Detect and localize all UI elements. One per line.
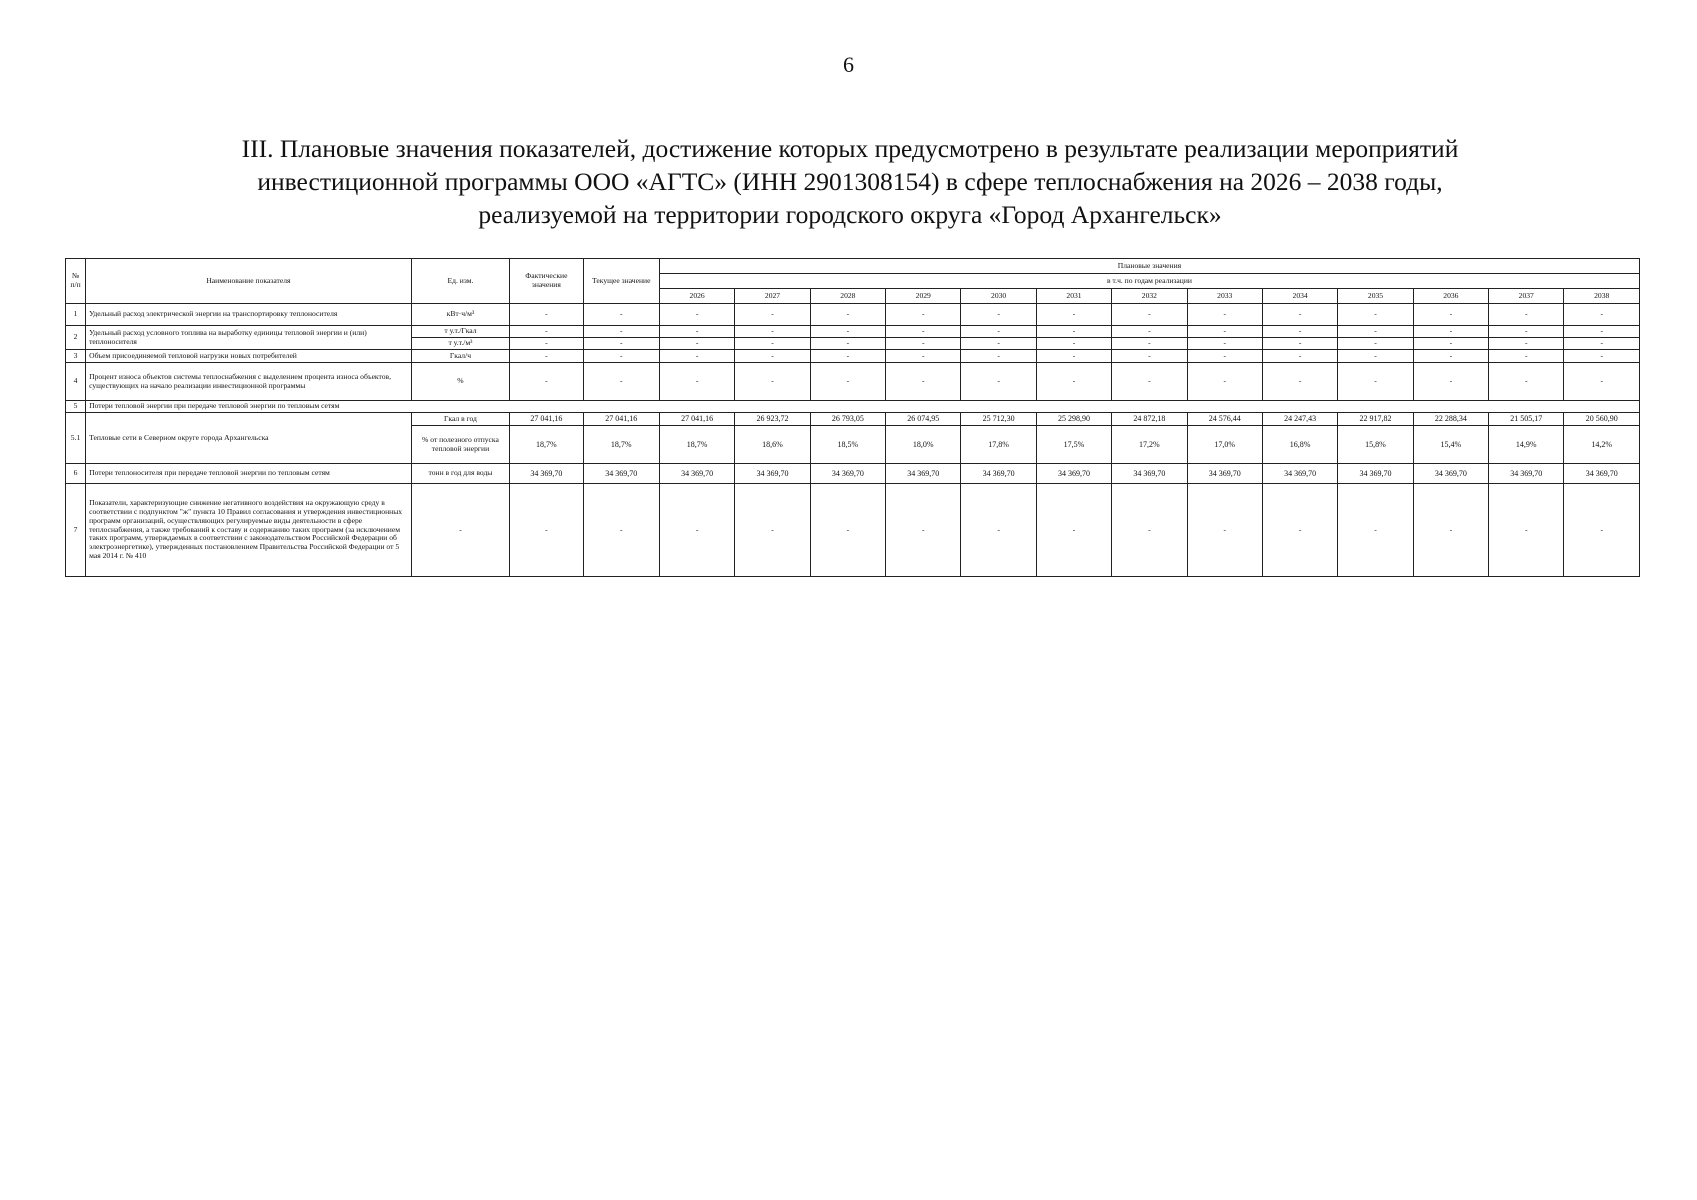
cell-value: - — [583, 326, 659, 338]
cell-value: - — [583, 304, 659, 326]
indicators-table — [65, 258, 1640, 577]
cell-value: 22 288,34 — [1413, 413, 1488, 426]
row-name: Показатели, характеризующие снижение негативного воздействия на окружающую среду в соответствии с подпунктом "ж" пункта 10 Правил согласования и утверждения инвестиционных программ организаций, осуществляющих регулируемые виды деятельности в сфере теплоснабжения, а также требований к составу и содержанию таких программ (за исключением таких программ, утверждаемых в соответствии с законодательством Российской Федерации об электроэнергетике), утвержденных постановлением Правительства Российской Федерации от 5 мая 2014 г. № 410 — [86, 484, 412, 577]
cell-value: - — [1413, 338, 1488, 350]
cell-value: - — [810, 304, 885, 326]
header-num: № п/п — [66, 259, 86, 304]
cell-value: - — [1489, 350, 1564, 363]
header-current: Текущее значение — [583, 259, 659, 304]
cell-value: - — [1413, 304, 1488, 326]
cell-value: - — [510, 338, 583, 350]
header-actual: Фактические значения — [510, 259, 583, 304]
row-unit: Гкал в год — [411, 413, 509, 426]
cell-value: 17,2% — [1112, 426, 1187, 464]
page-number: 6 — [843, 52, 854, 77]
table-row — [66, 401, 1640, 413]
header-year: 2030 — [961, 289, 1036, 304]
header-by-years: в т.ч. по годам реализации — [659, 274, 1639, 289]
cell-value: - — [735, 350, 810, 363]
header-year: 2029 — [886, 289, 961, 304]
table-row — [66, 484, 1640, 577]
cell-value: - — [1112, 363, 1187, 401]
cell-value: - — [735, 338, 810, 350]
cell-value: - — [1262, 363, 1337, 401]
cell-value: - — [735, 326, 810, 338]
cell-value: - — [961, 350, 1036, 363]
cell-value: - — [1262, 338, 1337, 350]
table-row — [66, 363, 1640, 401]
cell-value: - — [1187, 363, 1262, 401]
row-unit: Гкал/ч — [411, 350, 509, 363]
header-year: 2031 — [1036, 289, 1111, 304]
header-year: 2038 — [1564, 289, 1640, 304]
document-title — [120, 132, 1580, 231]
row-name: Удельный расход условного топлива на выработку единицы тепловой энергии и (или) теплоносителя — [86, 326, 412, 350]
cell-value: 34 369,70 — [1413, 464, 1488, 484]
cell-value: - — [1187, 338, 1262, 350]
row-name: Потери теплоносителя при передаче тепловой энергии по тепловым сетям — [86, 464, 412, 484]
cell-value: 18,0% — [886, 426, 961, 464]
cell-value: - — [1036, 326, 1111, 338]
cell-value: - — [1187, 304, 1262, 326]
row-unit: % от полезного отпуска тепловой энергии — [411, 426, 509, 464]
cell-value: - — [1036, 350, 1111, 363]
cell-value: - — [886, 338, 961, 350]
row-name: Удельный расход электрической энергии на транспортировку теплоносителя — [86, 304, 412, 326]
cell-value: - — [886, 484, 961, 577]
row-unit: % — [411, 363, 509, 401]
cell-value: - — [510, 304, 583, 326]
title-line-2: инвестиционной программы ООО «АГТС» (ИНН 2901308154) в сфере теплоснабжения на 2026 – 2038 годы, — [257, 167, 1443, 196]
cell-value: - — [659, 338, 734, 350]
cell-value: 18,7% — [659, 426, 734, 464]
cell-value: 34 369,70 — [886, 464, 961, 484]
cell-value: - — [659, 484, 734, 577]
cell-value: - — [510, 484, 583, 577]
cell-value: - — [1489, 363, 1564, 401]
cell-value: - — [1338, 363, 1413, 401]
cell-value: - — [510, 350, 583, 363]
header-year: 2032 — [1112, 289, 1187, 304]
cell-value: - — [961, 363, 1036, 401]
cell-value: - — [1112, 350, 1187, 363]
cell-value: - — [810, 326, 885, 338]
cell-value: - — [886, 304, 961, 326]
cell-value: 34 369,70 — [510, 464, 583, 484]
cell-value: - — [961, 484, 1036, 577]
cell-value: 34 369,70 — [659, 464, 734, 484]
cell-value: - — [1112, 484, 1187, 577]
cell-value: - — [1564, 304, 1640, 326]
cell-value: - — [1112, 326, 1187, 338]
cell-value: - — [810, 350, 885, 363]
row-num: 6 — [66, 464, 86, 484]
row-name: Потери тепловой энергии при передаче тепловой энергии по тепловым сетям — [86, 401, 1640, 413]
cell-value: 26 793,05 — [810, 413, 885, 426]
cell-value: - — [1262, 350, 1337, 363]
cell-value: - — [1564, 363, 1640, 401]
cell-value: - — [810, 363, 885, 401]
cell-value: - — [510, 363, 583, 401]
cell-value: - — [510, 326, 583, 338]
cell-value: - — [886, 363, 961, 401]
cell-value: 34 369,70 — [1489, 464, 1564, 484]
cell-value: 34 369,70 — [810, 464, 885, 484]
cell-value: - — [1112, 338, 1187, 350]
cell-value: 26 074,95 — [886, 413, 961, 426]
row-num: 7 — [66, 484, 86, 577]
cell-value: 18,7% — [583, 426, 659, 464]
header-unit: Ед. изм. — [411, 259, 509, 304]
cell-value: - — [1564, 350, 1640, 363]
table-row — [66, 304, 1640, 326]
cell-value: 25 298,90 — [1036, 413, 1111, 426]
cell-value: - — [659, 304, 734, 326]
cell-value: - — [735, 484, 810, 577]
cell-value: - — [1338, 338, 1413, 350]
cell-value: 34 369,70 — [1036, 464, 1111, 484]
cell-value: - — [1338, 326, 1413, 338]
cell-value: - — [659, 326, 734, 338]
cell-value: - — [1338, 350, 1413, 363]
cell-value: 27 041,16 — [659, 413, 734, 426]
cell-value: - — [1112, 304, 1187, 326]
cell-value: 17,0% — [1187, 426, 1262, 464]
cell-value: - — [583, 350, 659, 363]
cell-value: - — [735, 304, 810, 326]
cell-value: - — [1262, 326, 1337, 338]
cell-value: 15,4% — [1413, 426, 1488, 464]
cell-value: 16,8% — [1262, 426, 1337, 464]
table-row — [66, 413, 1640, 426]
header-year: 2027 — [735, 289, 810, 304]
cell-value: - — [1413, 350, 1488, 363]
cell-value: - — [1413, 326, 1488, 338]
cell-value: 34 369,70 — [1187, 464, 1262, 484]
cell-value: 24 576,44 — [1187, 413, 1262, 426]
cell-value: - — [659, 350, 734, 363]
cell-value: - — [583, 363, 659, 401]
cell-value: - — [735, 363, 810, 401]
cell-value: - — [961, 304, 1036, 326]
cell-value: - — [1338, 484, 1413, 577]
cell-value: 14,9% — [1489, 426, 1564, 464]
cell-value: 26 923,72 — [735, 413, 810, 426]
row-unit: т у.т./м³ — [411, 338, 509, 350]
cell-value: - — [1036, 484, 1111, 577]
cell-value: - — [1036, 304, 1111, 326]
cell-value: - — [583, 338, 659, 350]
cell-value: - — [1489, 304, 1564, 326]
header-year: 2036 — [1413, 289, 1488, 304]
cell-value: - — [1187, 484, 1262, 577]
cell-value: - — [810, 484, 885, 577]
cell-value: 34 369,70 — [583, 464, 659, 484]
table-row — [66, 350, 1640, 363]
cell-value: 14,2% — [1564, 426, 1640, 464]
cell-value: - — [1564, 326, 1640, 338]
cell-value: 27 041,16 — [583, 413, 659, 426]
cell-value: 24 872,18 — [1112, 413, 1187, 426]
cell-value: - — [1413, 484, 1488, 577]
cell-value: 18,5% — [810, 426, 885, 464]
row-unit: тонн в год для воды — [411, 464, 509, 484]
row-num: 5.1 — [66, 413, 86, 464]
cell-value: 25 712,30 — [961, 413, 1036, 426]
cell-value: - — [1564, 484, 1640, 577]
cell-value: - — [961, 326, 1036, 338]
cell-value: 34 369,70 — [1564, 464, 1640, 484]
cell-value: - — [1413, 363, 1488, 401]
row-name: Тепловые сети в Северном округе города Архангельска — [86, 413, 412, 464]
cell-value: - — [810, 338, 885, 350]
row-num: 3 — [66, 350, 86, 363]
table-row — [66, 326, 1640, 338]
table-row — [66, 464, 1640, 484]
cell-value: 34 369,70 — [735, 464, 810, 484]
cell-value: - — [1036, 363, 1111, 401]
cell-value: - — [1489, 326, 1564, 338]
header-year: 2034 — [1262, 289, 1337, 304]
row-num: 5 — [66, 401, 86, 413]
header-year: 2028 — [810, 289, 885, 304]
cell-value: 15,8% — [1338, 426, 1413, 464]
cell-value: 22 917,82 — [1338, 413, 1413, 426]
row-num: 4 — [66, 363, 86, 401]
cell-value: 34 369,70 — [1338, 464, 1413, 484]
cell-value: - — [1036, 338, 1111, 350]
cell-value: 34 369,70 — [961, 464, 1036, 484]
cell-value: 18,7% — [510, 426, 583, 464]
cell-value: 27 041,16 — [510, 413, 583, 426]
cell-value: - — [659, 363, 734, 401]
header-year: 2026 — [659, 289, 734, 304]
cell-value: 34 369,70 — [1262, 464, 1337, 484]
row-name: Процент износа объектов системы теплоснабжения с выделением процента износа объектов, существующих на начало реализации инвестиционной программы — [86, 363, 412, 401]
title-line-1: III. Плановые значения показателей, достижение которых предусмотрено в результате реализации мероприятий — [241, 134, 1459, 163]
header-year: 2035 — [1338, 289, 1413, 304]
cell-value: - — [886, 350, 961, 363]
row-unit: кВт·ч/м³ — [411, 304, 509, 326]
cell-value: - — [961, 338, 1036, 350]
cell-value: - — [1564, 338, 1640, 350]
cell-value: - — [886, 326, 961, 338]
cell-value: - — [1338, 304, 1413, 326]
row-unit: т у.т./Гкал — [411, 326, 509, 338]
header-year: 2037 — [1489, 289, 1564, 304]
cell-value: 17,5% — [1036, 426, 1111, 464]
cell-value: - — [1489, 484, 1564, 577]
cell-value: - — [1187, 326, 1262, 338]
cell-value: - — [1262, 484, 1337, 577]
header-planned: Плановые значения — [659, 259, 1639, 274]
cell-value: - — [1262, 304, 1337, 326]
cell-value: - — [1187, 350, 1262, 363]
cell-value: 24 247,43 — [1262, 413, 1337, 426]
header-name: Наименование показателя — [86, 259, 412, 304]
title-line-3: реализуемой на территории городского округа «Город Архангельск» — [478, 200, 1222, 229]
row-name: Объем присоединяемой тепловой нагрузки новых потребителей — [86, 350, 412, 363]
cell-value: - — [1489, 338, 1564, 350]
cell-value: 34 369,70 — [1112, 464, 1187, 484]
row-unit: - — [411, 484, 509, 577]
header-year: 2033 — [1187, 289, 1262, 304]
row-num: 2 — [66, 326, 86, 350]
cell-value: 21 505,17 — [1489, 413, 1564, 426]
cell-value: 20 560,90 — [1564, 413, 1640, 426]
cell-value: 17,8% — [961, 426, 1036, 464]
cell-value: 18,6% — [735, 426, 810, 464]
cell-value: - — [583, 484, 659, 577]
row-num: 1 — [66, 304, 86, 326]
